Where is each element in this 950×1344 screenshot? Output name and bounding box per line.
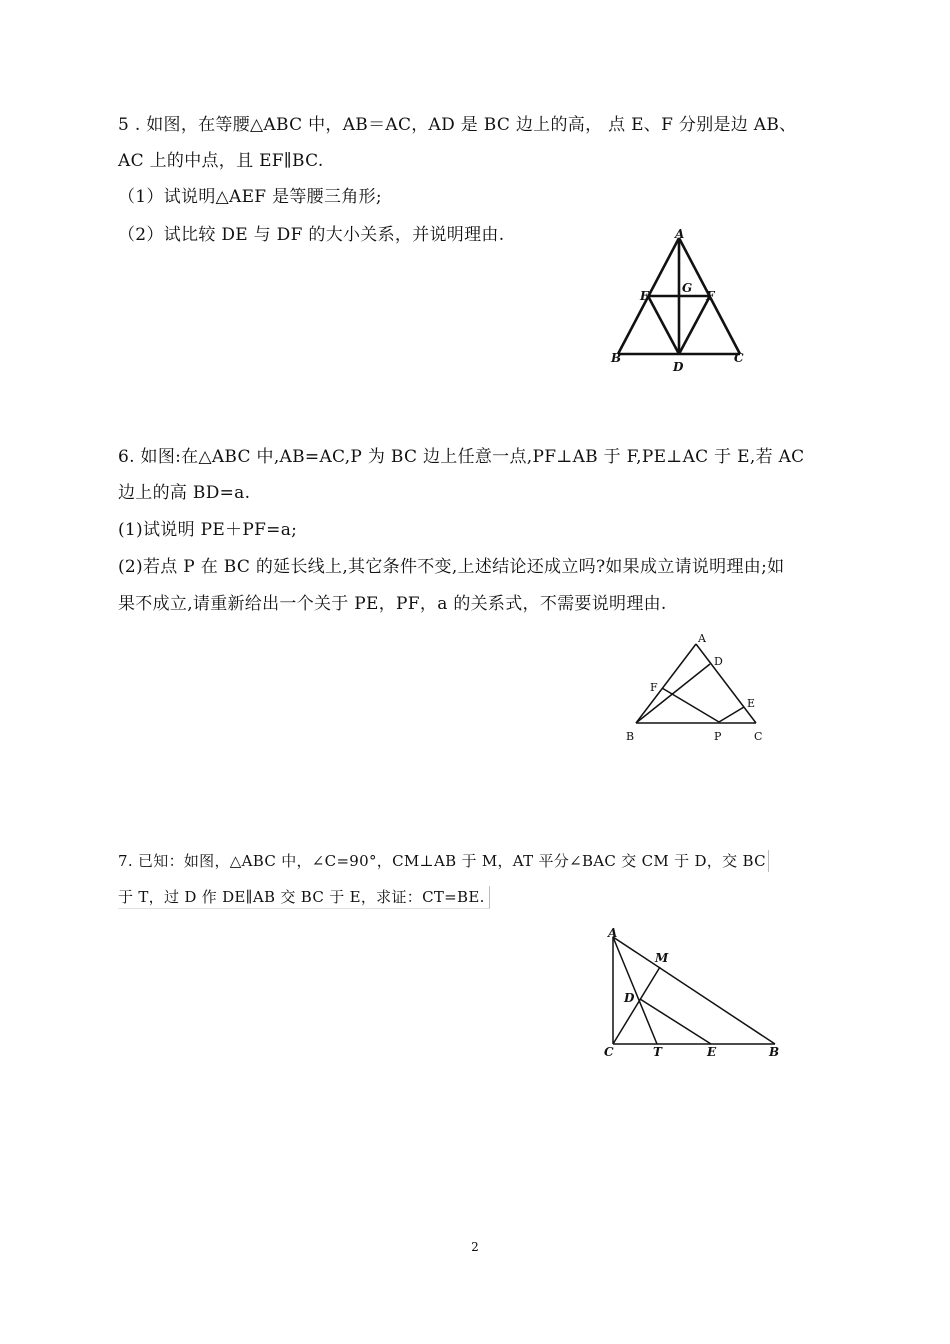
- problem-6-line-1: 6. 如图:在△ABC 中,AB=AC,P 为 BC 边上任意一点,PF⊥AB 于 F,PE⊥AC 于 E,若 AC: [118, 447, 805, 467]
- problem-5-figure: [606, 228, 756, 378]
- fig5-label-c: C: [734, 351, 744, 365]
- fig6-label-p: P: [714, 730, 722, 743]
- fig7-label-e: E: [707, 1045, 717, 1059]
- fig5-label-d: D: [673, 360, 684, 374]
- fig7-label-c: C: [604, 1045, 614, 1059]
- problem-6-figure: [620, 628, 780, 748]
- problem-6-part-2-line-2: 果不成立,请重新给出一个关于 PE，PF，a 的关系式，不需要说明理由.: [118, 594, 667, 614]
- fig5-label-a: A: [675, 227, 685, 241]
- fig6-label-a: A: [698, 632, 706, 645]
- fig6-label-b: B: [626, 730, 635, 743]
- fig5-label-f: F: [706, 289, 715, 303]
- fig5-label-b: B: [611, 351, 622, 365]
- fig5-label-g: G: [682, 281, 693, 295]
- problem-5-line-1: 5 . 如图，在等腰△ABC 中，AB＝AC，AD 是 BC 边上的高， 点 E、F 分别是边 AB、: [118, 115, 797, 135]
- problem-7-line-1: 7. 已知：如图，△ABC 中，∠C=90°，CM⊥AB 于 M，AT 平分∠BAC 交 CM 于 D，交 BC: [118, 850, 769, 872]
- fig6-label-f: F: [650, 681, 658, 694]
- fig6-label-d: D: [714, 655, 723, 668]
- fig7-label-a: A: [608, 926, 618, 940]
- fig5-label-e: E: [640, 289, 650, 303]
- page-number: 2: [471, 1240, 479, 1254]
- problem-6-part-2-line-1: (2)若点 P 在 BC 的延长线上,其它条件不变,上述结论还成立吗?如果成立请说明理由;如: [118, 557, 785, 577]
- fig7-label-b: B: [769, 1045, 780, 1059]
- fig7-label-m: M: [655, 951, 669, 965]
- problem-5-line-2: AC 上的中点，且 EF∥BC.: [118, 151, 324, 171]
- fig6-label-c: C: [754, 730, 763, 743]
- problem-6-line-2: 边上的高 BD=a.: [118, 483, 251, 503]
- fig6-label-e: E: [747, 697, 756, 710]
- problem-7-line-2: 于 T，过 D 作 DE∥AB 交 BC 于 E，求证：CT=BE.: [118, 886, 490, 909]
- problem-6-part-1: (1)试说明 PE＋PF=a;: [118, 520, 298, 540]
- problem-5-part-2: （2）试比较 DE 与 DF 的大小关系，并说明理由.: [118, 225, 505, 245]
- fig7-label-t: T: [653, 1045, 662, 1059]
- problem-7-figure: [600, 925, 790, 1065]
- problem-5-part-1: （1）试说明△AEF 是等腰三角形;: [118, 187, 382, 207]
- fig7-label-d: D: [624, 991, 635, 1005]
